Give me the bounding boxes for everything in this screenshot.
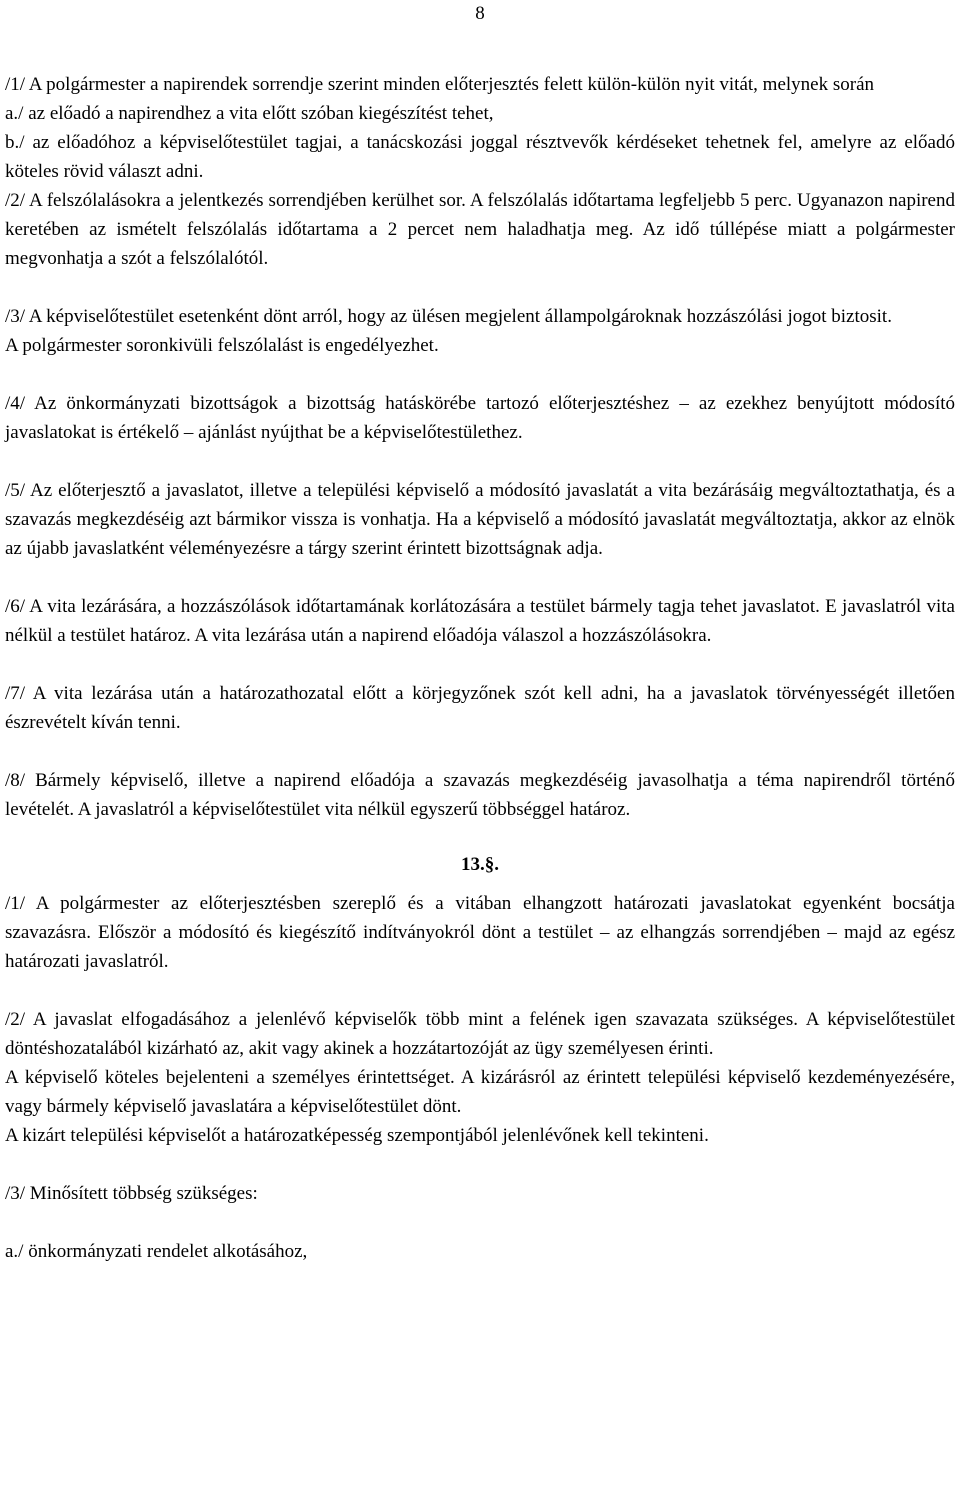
paragraph-1: /1/ A polgármester a napirendek sorrendje szerint minden előterjesztés felett külön-külön nyit vitát, melynek során xyxy=(5,74,874,95)
section-title: 13.§. xyxy=(461,854,499,875)
page-number: 8 xyxy=(475,3,485,24)
paragraph-4: /4/ Az önkormányzati bizottságok a bizottság hatáskörébe tartozó előterjesztéshez – az ezekhez benyújtott módosító javaslatokat is értékelő – ajánlást nyújthat be a képviselőtestülethez. xyxy=(5,393,955,443)
paragraph-6: /6/ A vita lezárására, a hozzászólások időtartamának korlátozására a testület bármely tagja tehet javaslatot. E javaslatról vita nélkül a testület határoz. A vita lezárása után a napirend előadója válaszol a hozzászólásokra. xyxy=(5,596,955,646)
paragraph-2: /2/ A felszólalásokra a jelentkezés sorrendjében kerülhet sor. A felszólalás időtartama legfeljebb 5 perc. Ugyanazon napirend keretében az ismételt felszólalás időtartama a 2 percet nem haladhatja meg. Az idő túllépése miatt a polgármester megvonhatja a szót a felszólalótól. xyxy=(5,190,955,269)
section13-paragraph-1: /1/ A polgármester az előterjesztésben szereplő és a vitában elhangzott határozati javaslatokat egyenként bocsátja szavazásra. Először a módosító és kiegészítő indítványokról dönt a testület – az elhangzás sorrendjében – majd az egész határozati javaslatról. xyxy=(5,893,955,972)
paragraph-8: /8/ Bármely képviselő, illetve a napirend előadója a szavazás megkezdéséig javasolhatja a téma napirendről történő levételét. A javaslatról a képviselőtestület vita nélkül egyszerű többséggel határoz. xyxy=(5,770,955,820)
section13-paragraph-2c: A kizárt települési képviselőt a határozatképesség szempontjából jelenlévőnek kell tekinteni. xyxy=(5,1125,709,1146)
document-body xyxy=(5,70,955,1266)
paragraph-1b: b./ az előadóhoz a képviselőtestület tagjai, a tanácskozási joggal résztvevők kérdéseket tehetnek fel, amelyre az előadó köteles rövid választ adni. xyxy=(5,132,955,182)
paragraph-3b: A polgármester soronkivüli felszólalást is engedélyezhet. xyxy=(5,335,439,356)
paragraph-1a: a./ az előadó a napirendhez a vita előtt szóban kiegészítést tehet, xyxy=(5,103,494,124)
section13-paragraph-3a: a./ önkormányzati rendelet alkotásához, xyxy=(5,1241,308,1262)
section13-paragraph-2: /2/ A javaslat elfogadásához a jelenlévő képviselők több mint a felének igen szavazata szükséges. A képviselőtestület döntéshozatalából kizárható az, akit vagy akinek a hozzátartozóját az ügy személyesen érinti. xyxy=(5,1009,955,1059)
paragraph-7: /7/ A vita lezárása után a határozathozatal előtt a körjegyzőnek szót kell adni, ha a javaslatok törvényességét illetően észrevételt kíván tenni. xyxy=(5,683,955,733)
section13-paragraph-2b: A képviselő köteles bejelenteni a személyes érintettséget. A kizárásról az érintett települési képviselő kezdeményezésére, vagy bármely képviselő javaslatára a képviselőtestület dönt. xyxy=(5,1067,955,1117)
paragraph-3: /3/ A képviselőtestület esetenként dönt arról, hogy az ülésen megjelent állampolgároknak hozzászólási jogot biztosit. xyxy=(5,306,892,327)
paragraph-5: /5/ Az előterjesztő a javaslatot, illetve a települési képviselő a módosító javaslatát a vita bezárásáig megváltoztathatja, és a szavazás megkezdéséig azt bármikor vissza is vonhatja. Ha a képviselő a módosító javaslatát megváltoztatja, akkor az elnök az újabb javaslatként véleményezésre a tárgy szerint érintett bizottságnak adja. xyxy=(5,480,955,559)
section13-paragraph-3: /3/ Minősített többség szükséges: xyxy=(5,1183,258,1204)
